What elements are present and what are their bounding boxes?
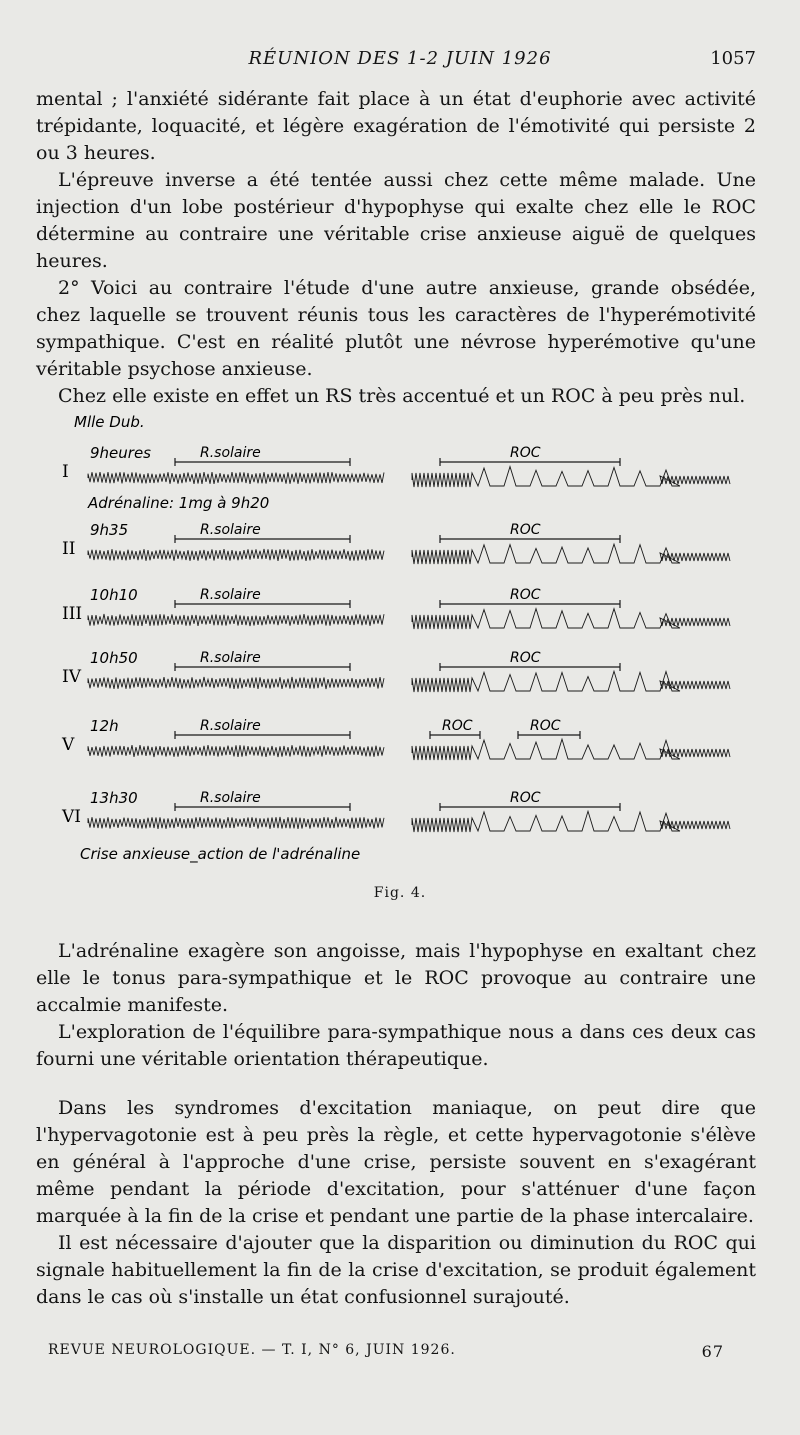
tracing-row [61, 717, 730, 760]
paragraph: L'adrénaline exagère son angoisse, mais l'hypophyse en exaltant chez elle le tonus para-sympathique et le ROC provoque au contraire une accalmie manifeste. [36, 940, 756, 1016]
paragraph: 2° Voici au contraire l'étude d'une autre anxieuse, grande obsédée, chez laquelle se trouvent réunis tous les caractères de l'hyperémotivité sympathique. C'est en réalité plutôt une névrose hyperémotive qu'une véritable psychose anxieuse. [36, 277, 756, 380]
signature-number: 67 [701, 1342, 724, 1361]
roc-label: ROC [510, 587, 541, 603]
rs-label: R.solaire [200, 445, 261, 461]
row-numeral: IV [62, 667, 81, 687]
journal-reference: REVUE NEUROLOGIQUE. — T. I, N° 6, JUIN 1926. [48, 1342, 456, 1358]
row-time: 9h35 [90, 521, 129, 539]
paragraph: L'épreuve inverse a été tentée aussi chez cette même malade. Une injection d'un lobe postérieur d'hypophyse qui exalte chez elle le ROC détermine au contraire une véritable crise anxieuse aiguë de quelques heures. [36, 169, 756, 272]
figure-tracings [40, 405, 760, 875]
rs-label: R.solaire [200, 522, 261, 538]
tracing-row [62, 586, 730, 629]
running-title: RÉUNION DES 1-2 JUIN 1926 [248, 48, 552, 69]
rs-trace [88, 745, 384, 757]
adrenaline-note: Adrénaline: 1mg à 9h20 [88, 494, 270, 512]
rs-label: R.solaire [200, 650, 261, 666]
roc-trace [412, 544, 730, 564]
roc-label: ROC [510, 522, 541, 538]
roc-label: ROC [510, 445, 541, 461]
rs-label: R.solaire [200, 587, 261, 603]
row-numeral: III [62, 604, 83, 624]
roc-trace [412, 609, 730, 629]
row-time: 10h50 [90, 649, 138, 667]
row-time: 13h30 [90, 789, 138, 807]
row-time: 10h10 [90, 586, 138, 604]
paragraph: Dans les syndromes d'excitation maniaque, on peut dire que l'hypervagotonie est à peu près la règle, et cette hypervagotonie s'élève en général à l'approche d'une crise, persiste souvent en s'exagérant même pendant la période d'excitation, pour s'atténuer d'une façon marquée à la fin de la crise et pendant une partie de la phase intercalaire. [36, 1097, 756, 1227]
running-header [40, 48, 760, 74]
roc-trace [412, 671, 730, 692]
paragraph: L'exploration de l'équilibre para-sympathique nous a dans ces deux cas fourni une véritable orientation thérapeutique. [36, 1021, 756, 1070]
rs-label: R.solaire [200, 718, 261, 734]
page-number: 1057 [710, 48, 756, 69]
body-text-bottom [36, 938, 756, 1311]
tracing-row [61, 789, 730, 832]
paragraph: mental ; l'anxiété sidérante fait place à un état d'euphorie avec activité trépidante, loquacité, et légère exagération de l'émotivité qui persiste 2 ou 3 heures. [36, 88, 756, 164]
roc-label: ROC [530, 718, 561, 734]
roc-label: ROC [510, 790, 541, 806]
tracing-row [62, 521, 730, 564]
row-numeral: VI [62, 807, 81, 827]
figure-caption: Fig. 4. [373, 885, 427, 901]
rs-trace [88, 677, 384, 689]
roc-label: ROC [510, 650, 541, 666]
rs-trace [88, 472, 384, 484]
tracing-row [62, 444, 730, 487]
row-numeral: II [62, 539, 76, 559]
row-time: 12h [90, 717, 119, 735]
tracing-chart [40, 405, 760, 875]
tracing-row [62, 649, 730, 692]
rs-trace [88, 817, 384, 829]
paragraph: Il est nécessaire d'ajouter que la disparition ou diminution du ROC qui signale habituellement la fin de la crise d'excitation, se produit également dans le cas où s'installe un état confusionnel surajouté. [36, 1232, 756, 1308]
roc-trace [412, 739, 730, 760]
page-footer [48, 1342, 760, 1361]
rs-trace [88, 549, 384, 561]
patient-label: Mlle Dub. [74, 413, 145, 431]
roc-label: ROC [442, 718, 473, 734]
figure-footnote: Crise anxieuse_action de l'adrénaline [80, 845, 361, 863]
rs-trace [88, 614, 384, 626]
paragraph: Chez elle existe en effet un RS très accentué et un ROC à peu près nul. [58, 385, 746, 407]
row-numeral: V [62, 735, 75, 755]
row-time: 9heures [90, 444, 151, 462]
body-text-top [36, 86, 756, 410]
roc-trace [412, 811, 730, 832]
row-numeral: I [62, 462, 69, 482]
roc-trace [412, 467, 730, 487]
rs-label: R.solaire [200, 790, 261, 806]
